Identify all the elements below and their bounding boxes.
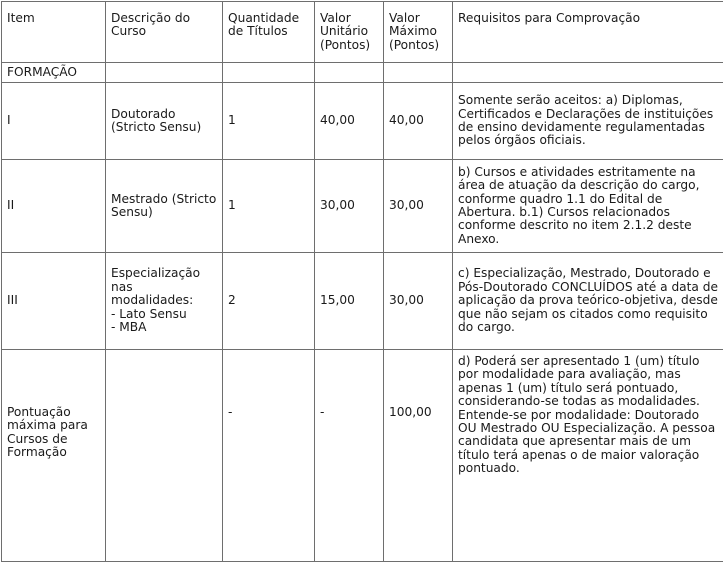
row-valor-unitario: 40,00: [315, 83, 384, 160]
row-requisitos: c) Especialização, Mestrado, Doutorado e Pós-Doutorado CONCLUÍDOS até a data de aplicação da prova teórico-objetiva, desde que não sejam os citados como requisito do cargo.: [453, 253, 723, 350]
row-quantidade: 1: [223, 160, 315, 253]
table-row: [2, 160, 723, 253]
row-descricao: Doutorado (Stricto Sensu): [106, 83, 223, 160]
header-quantidade: Quantidade de Títulos: [223, 2, 315, 63]
row-valor-unitario: -: [315, 350, 384, 562]
row-requisitos: Somente serão aceitos: a) Diplomas, Certificados e Declarações de instituições de ensino devidamente regulamentadas pelos órgãos oficiais.: [453, 83, 723, 160]
header-valor-unitario: Valor Unitário (Pontos): [315, 2, 384, 63]
row-descricao: [106, 350, 223, 562]
row-requisitos: b) Cursos e atividades estritamente na área de atuação da descrição do cargo, conforme quadro 1.1 do Edital de Abertura. b.1) Cursos relacionados conforme descrito no item 2.1.2 deste Anexo.: [453, 160, 723, 253]
header-requisitos: Requisitos para Comprovação: [453, 2, 723, 63]
table-row: [2, 83, 723, 160]
row-quantidade: 1: [223, 83, 315, 160]
row-valor-maximo: 30,00: [384, 160, 453, 253]
table-row: [2, 253, 723, 350]
row-item: II: [2, 160, 106, 253]
row-quantidade: 2: [223, 253, 315, 350]
row-valor-unitario: 15,00: [315, 253, 384, 350]
row-requisitos: d) Poderá ser apresentado 1 (um) título por modalidade para avaliação, mas apenas 1 (um) título será pontuado, considerando-se todas as modalidades. Entende-se por modalidade: Doutorado OU Mestrado OU Especialização. A pessoa candidata que apresentar mais de um título terá apenas o de maior valoração pontuado.: [453, 350, 723, 562]
section-empty-cell: [223, 63, 315, 83]
row-valor-maximo: 100,00: [384, 350, 453, 562]
row-item: I: [2, 83, 106, 160]
section-label: FORMAÇÃO: [2, 63, 106, 83]
table-row: [2, 350, 723, 562]
descricao-modalidade: - Lato Sensu: [111, 308, 218, 321]
row-item: III: [2, 253, 106, 350]
header-row: [2, 2, 723, 63]
section-empty-cell: [453, 63, 723, 83]
titles-table: [1, 1, 723, 562]
row-valor-maximo: 30,00: [384, 253, 453, 350]
header-descricao: Descrição do Curso: [106, 2, 223, 63]
section-empty-cell: [384, 63, 453, 83]
row-item: Pontuação máxima para Cursos de Formação: [2, 350, 106, 562]
descricao-modalidade: - MBA: [111, 321, 218, 334]
section-empty-cell: [106, 63, 223, 83]
header-item: Item: [2, 2, 106, 63]
row-valor-maximo: 40,00: [384, 83, 453, 160]
row-descricao-cell: [106, 253, 223, 350]
row-quantidade: -: [223, 350, 315, 562]
row-descricao: Especialização nas modalidades:: [111, 267, 218, 307]
row-descricao: Mestrado (Stricto Sensu): [106, 160, 223, 253]
section-row: [2, 63, 723, 83]
section-empty-cell: [315, 63, 384, 83]
header-valor-maximo: Valor Máximo (Pontos): [384, 2, 453, 63]
row-valor-unitario: 30,00: [315, 160, 384, 253]
